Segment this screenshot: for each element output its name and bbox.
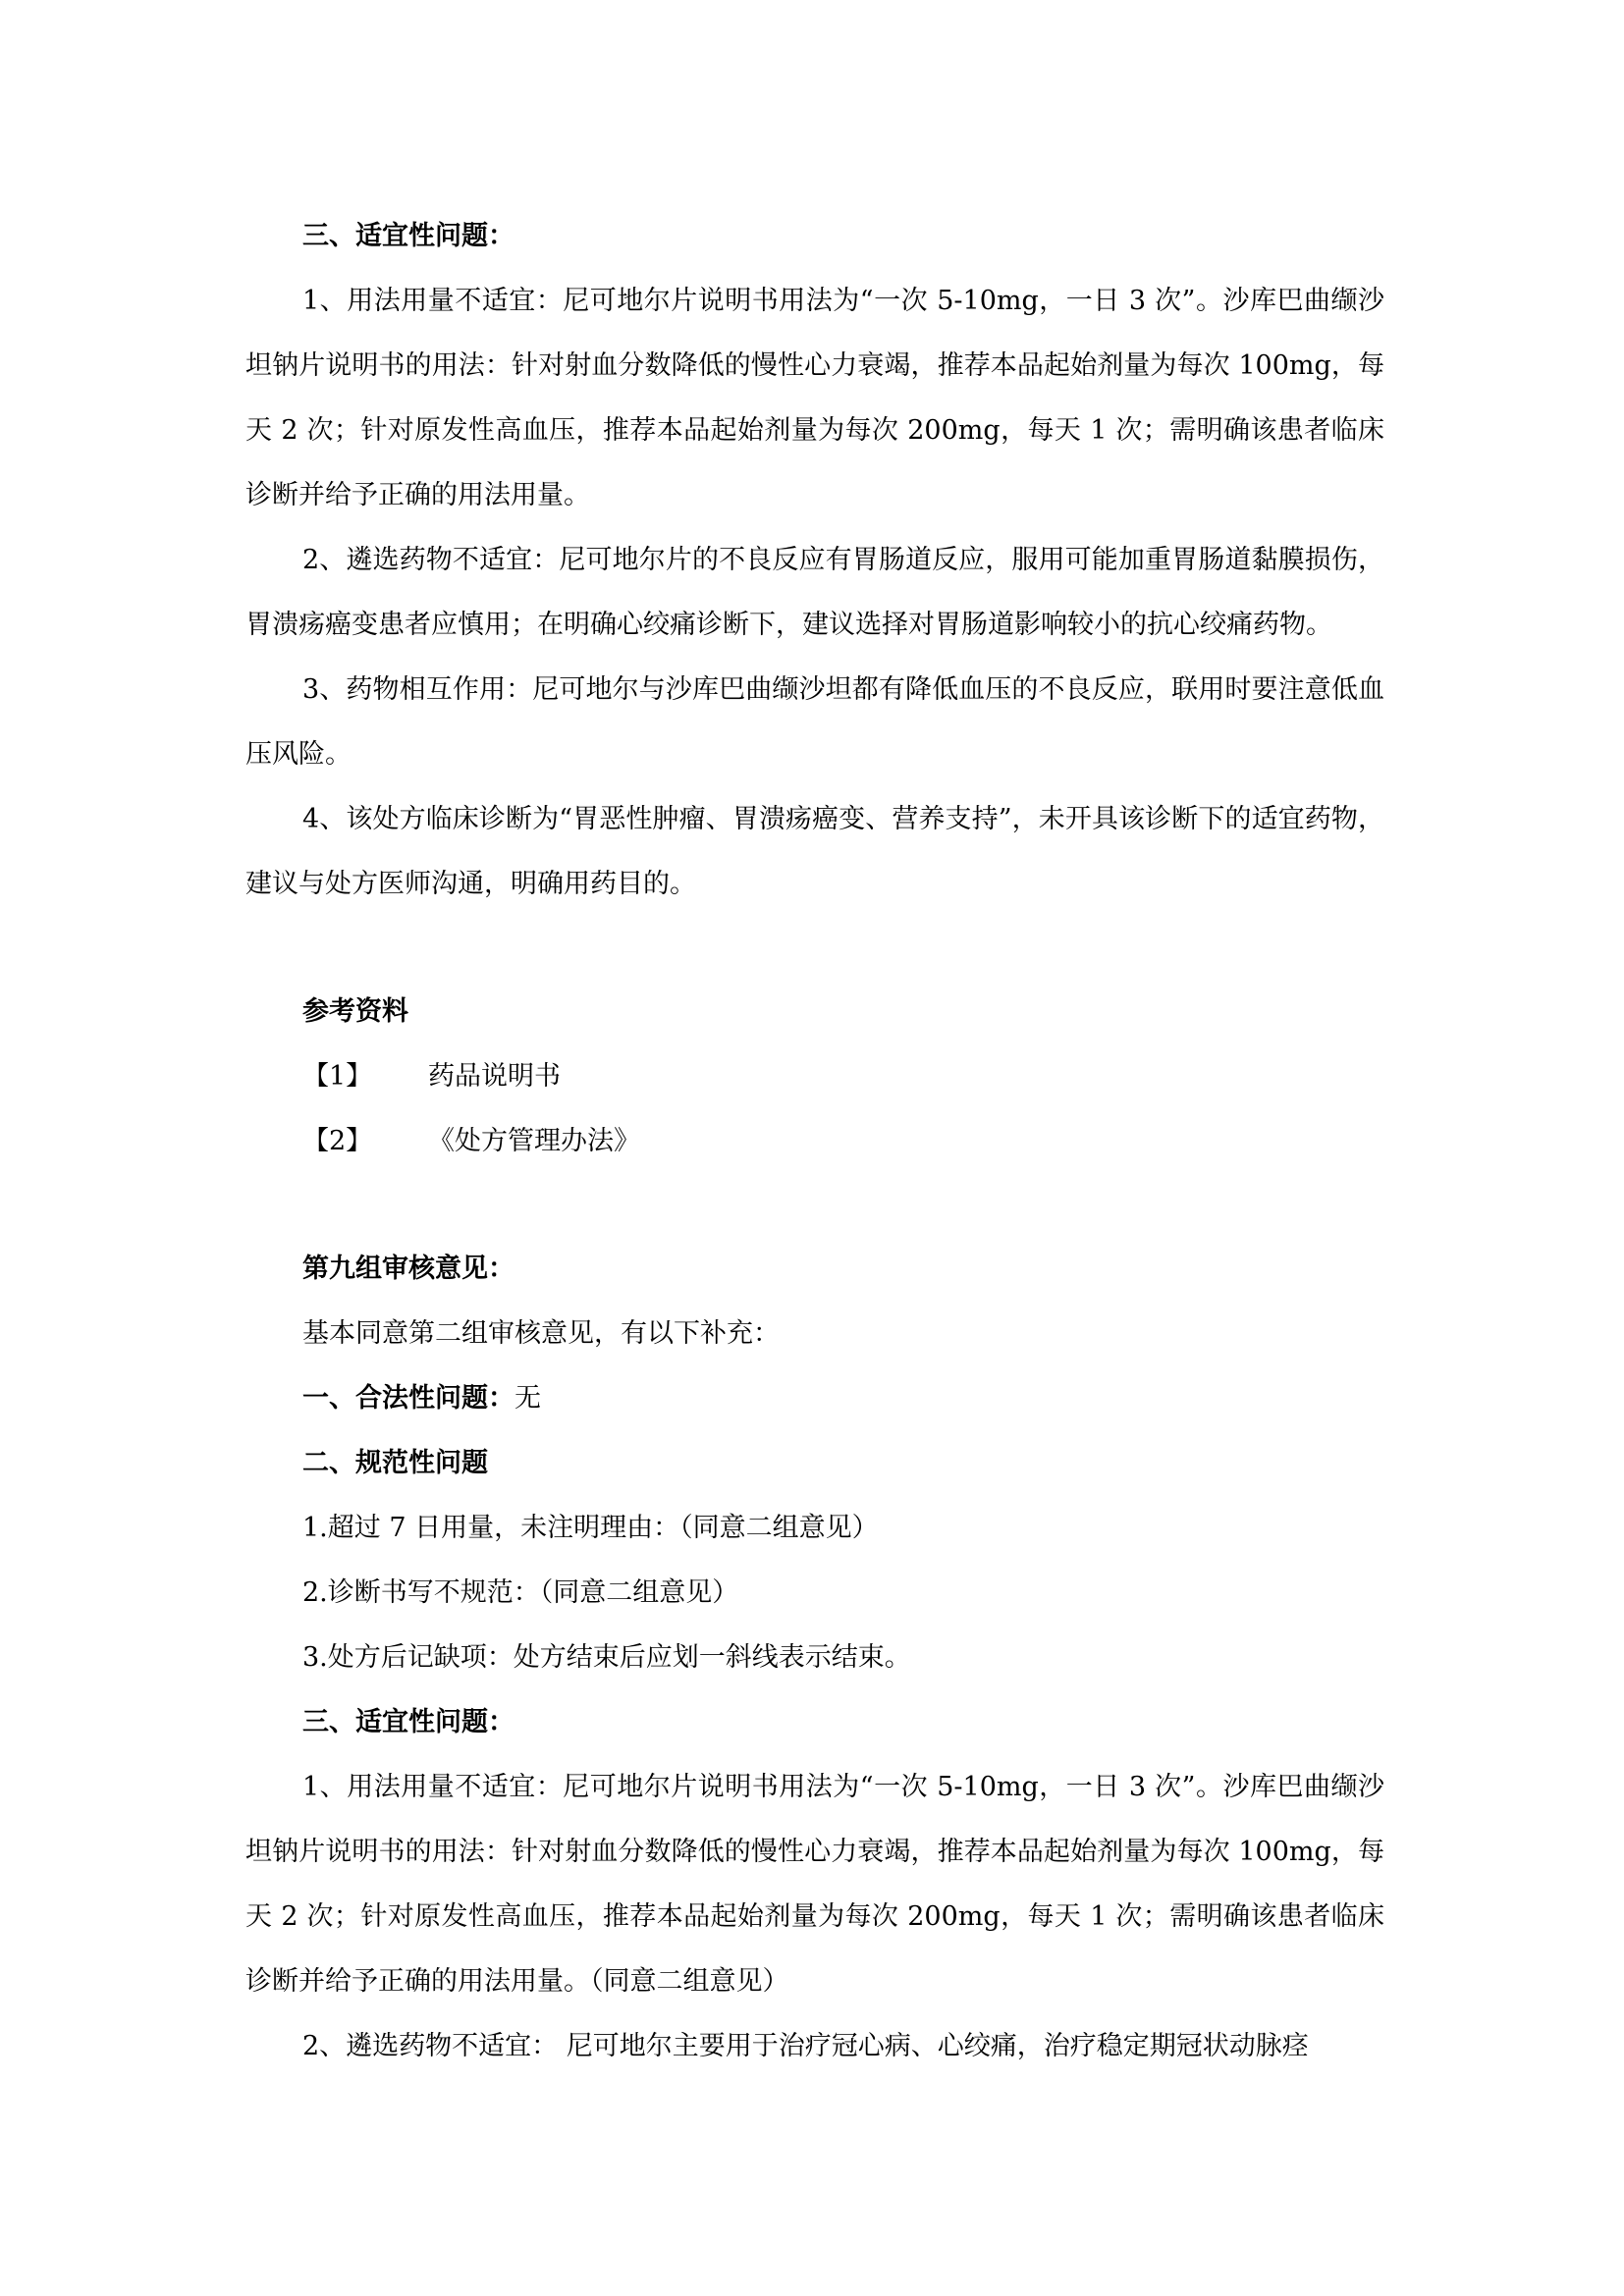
paragraph-diagnosis: 4、该处方临床诊断为“胃恶性肿瘤、胃溃疡癌变、营养支持”，未开具该诊断下的适宜药物，建议与处方医师沟通，明确用药目的。 xyxy=(245,804,1384,899)
suitability-item: 1、用法用量不适宜：尼可地尔片说明书用法为“一次 5-10mg，一日 3 次”。沙库巴曲缬沙坦钠片说明书的用法：针对射血分数降低的慢性心力衰竭，推荐本品起始剂量为每次 100mg，每天 2 次；针对原发性高血压，推荐本品起始剂量为每次 200mg，每天 1 次；需明确该患者临床诊断并给予正确的用法用量。（同意二组意见） xyxy=(245,1772,1384,1997)
group9-heading: 第九组审核意见： xyxy=(302,1254,514,1284)
reference-text: 药品说明书 xyxy=(428,1061,561,1092)
paragraph-dosage: 1、用法用量不适宜：尼可地尔片说明书用法为“一次 5-10mg，一日 3 次”。沙库巴曲缬沙坦钠片说明书的用法：针对射血分数降低的慢性心力衰竭，推荐本品起始剂量为每次 100mg，每天 2 次；针对原发性高血压，推荐本品起始剂量为每次 200mg，每天 1 次；需明确该患者临床诊断并给予正确的用法用量。 xyxy=(245,286,1384,510)
legality-value: 无 xyxy=(514,1383,541,1414)
document-content xyxy=(245,204,1384,2079)
paragraph-interaction: 3、药物相互作用：尼可地尔与沙库巴曲缬沙坦都有降低血压的不良反应，联用时要注意低血压风险。 xyxy=(245,674,1384,770)
norm-item: 1.超过 7 日用量，未注明理由：（同意二组意见） xyxy=(302,1513,879,1543)
spacer xyxy=(245,1174,1384,1237)
norm-heading: 二、规范性问题 xyxy=(302,1448,488,1478)
legality-line xyxy=(245,1366,1384,1431)
reference-item xyxy=(245,1109,1384,1174)
reference-number: 【1】 xyxy=(302,1061,373,1092)
legality-label: 一、合法性问题： xyxy=(302,1383,514,1414)
suitability-item: 2、遴选药物不适宜： 尼可地尔主要用于治疗冠心病、心绞痛，治疗稳定期冠状动脉痉 xyxy=(302,2031,1309,2061)
reference-item xyxy=(245,1044,1384,1109)
spacer xyxy=(245,917,1384,980)
norm-item: 3.处方后记缺项：处方结束后应划一斜线表示结束。 xyxy=(302,1642,911,1673)
group9-intro: 基本同意第二组审核意见，有以下补充： xyxy=(302,1318,780,1349)
references-heading: 参考资料 xyxy=(302,996,408,1027)
suitability-heading: 三、适宜性问题： xyxy=(302,1707,514,1737)
paragraph-drug-selection: 2、遴选药物不适宜：尼可地尔片的不良反应有胃肠道反应，服用可能加重胃肠道黏膜损伤，胃溃疡癌变患者应慎用；在明确心绞痛诊断下，建议选择对胃肠道影响较小的抗心绞痛药物。 xyxy=(245,545,1384,640)
reference-number: 【2】 xyxy=(302,1126,373,1156)
section-heading-suitability: 三、适宜性问题： xyxy=(302,221,514,251)
norm-item: 2.诊断书写不规范：（同意二组意见） xyxy=(302,1577,739,1608)
reference-text: 《处方管理办法》 xyxy=(428,1126,640,1156)
